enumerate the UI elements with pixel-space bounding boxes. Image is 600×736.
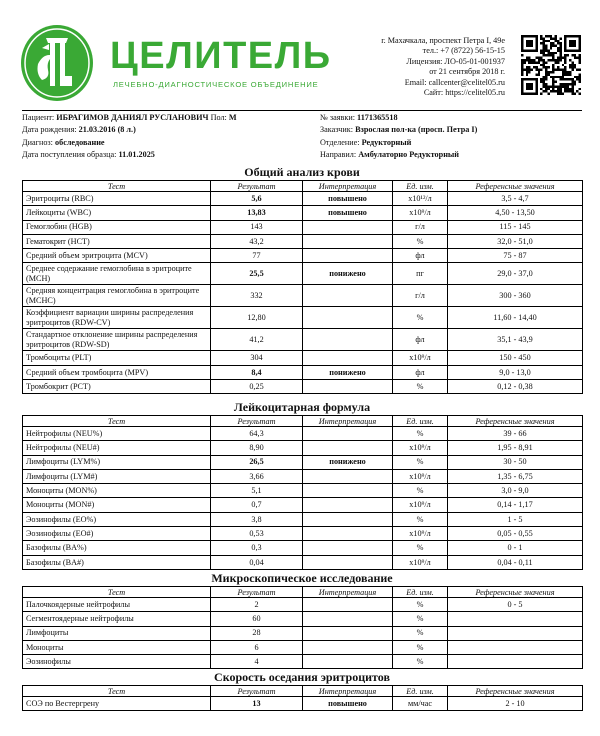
cell-unit: x10⁹/л: [393, 555, 448, 569]
cbc-table: [22, 180, 583, 394]
column-header: Референсные значения: [448, 416, 583, 427]
cell-interp: [303, 598, 393, 612]
cell-ref: 0 - 5: [448, 598, 583, 612]
cell-result: 0,04: [211, 555, 303, 569]
cell-interp: [303, 220, 393, 234]
clinic-email[interactable]: Email: callcenter@celitel05.ru: [404, 77, 505, 87]
clinic-license-date: от 21 сентября 2018 г.: [429, 67, 505, 77]
cell-interp: [303, 441, 393, 455]
cell-test: Гематокрит (HCT): [23, 234, 211, 248]
cell-interp: понижено: [303, 365, 393, 379]
column-header: Результат: [211, 587, 303, 598]
cell-result: 2: [211, 598, 303, 612]
cell-unit: %: [393, 380, 448, 394]
cell-ref: 30 - 50: [448, 455, 583, 469]
cell-unit: %: [393, 455, 448, 469]
celitel-logo-icon: [20, 24, 94, 102]
patient-diagnosis: обследование: [55, 138, 105, 147]
column-header: Результат: [211, 686, 303, 697]
cell-result: 8,4: [211, 365, 303, 379]
cell-result: 4: [211, 655, 303, 669]
section-title-leukocyte-formula: Лейкоцитарная формула: [233, 400, 371, 414]
table-row: [23, 527, 583, 541]
cell-interp: [303, 249, 393, 263]
table-row: [23, 498, 583, 512]
cell-ref: 0,14 - 1,17: [448, 498, 583, 512]
cell-interp: [303, 655, 393, 669]
cell-test: Базофилы (BA#): [23, 555, 211, 569]
cell-interp: [303, 234, 393, 248]
brand-subtitle: ЛЕЧЕБНО-ДИАГНОСТИЧЕСКОЕ ОБЪЕДИНЕНИЕ: [113, 80, 319, 89]
cell-interp: понижено: [303, 455, 393, 469]
cell-unit: фл: [393, 249, 448, 263]
cell-test: Лимфоциты: [23, 626, 211, 640]
cell-result: 13,83: [211, 206, 303, 220]
section-title-cbc: Общий анализ крови: [244, 165, 360, 179]
cell-test: Средний объем тромбоцита (MPV): [23, 365, 211, 379]
cell-test: Нейтрофилы (NEU#): [23, 441, 211, 455]
table-row: [23, 263, 583, 285]
column-header: Референсные значения: [448, 587, 583, 598]
cell-ref: 150 - 450: [448, 351, 583, 365]
cell-test: Тромбоциты (PLT): [23, 351, 211, 365]
table-row: [23, 469, 583, 483]
column-header: Интерпретация: [303, 686, 393, 697]
column-header: Референсные значения: [448, 181, 583, 192]
table-row: [23, 192, 583, 206]
cell-interp: [303, 498, 393, 512]
cell-ref: 35,1 - 43,9: [448, 329, 583, 351]
cell-result: 3,8: [211, 512, 303, 526]
department: Редукторный: [361, 138, 412, 147]
cell-unit: %: [393, 427, 448, 441]
cell-result: 5,1: [211, 484, 303, 498]
cell-test: Моноциты (MON#): [23, 498, 211, 512]
cell-unit: %: [393, 598, 448, 612]
cell-result: 64,3: [211, 427, 303, 441]
cell-result: 25,5: [211, 263, 303, 285]
cell-unit: x10⁹/л: [393, 351, 448, 365]
table-row: [23, 655, 583, 669]
cell-ref: 0,12 - 0,38: [448, 380, 583, 394]
cell-result: 0,3: [211, 541, 303, 555]
leukocyte-formula-table: [22, 415, 583, 570]
cell-test: Базофилы (BA%): [23, 541, 211, 555]
cell-unit: пг: [393, 263, 448, 285]
cell-ref: 1,35 - 6,75: [448, 469, 583, 483]
cell-ref: 1 - 5: [448, 512, 583, 526]
cell-ref: 75 - 87: [448, 249, 583, 263]
clinic-license: Лицензия: ЛО-05-01-001937: [406, 56, 505, 66]
brand-name: ЦЕЛИТЕЛЬ: [110, 35, 332, 77]
cell-result: 6: [211, 640, 303, 654]
cell-result: 332: [211, 285, 303, 307]
table-row: [23, 512, 583, 526]
cell-test: Средняя концентрация гемоглобина в эритроците (MCHC): [23, 285, 211, 307]
clinic-contacts: [381, 36, 505, 98]
cell-test: Лимфоциты (LYM%): [23, 455, 211, 469]
column-header: Результат: [211, 416, 303, 427]
sample-date-line: Дата поступления образца: 11.01.2025: [22, 150, 155, 159]
cell-ref: 3,5 - 4,7: [448, 192, 583, 206]
patient-dob: 21.03.2016 (8 л.): [78, 125, 136, 134]
patient-name-line: Пациент: ИБРАГИМОВ ДАНИЯЛ РУСЛАНОВИЧ Пол: М: [22, 113, 237, 122]
table-header-row: [23, 181, 583, 192]
cell-interp: [303, 427, 393, 441]
table-row: [23, 380, 583, 394]
cell-interp: [303, 612, 393, 626]
patient-sex: М: [228, 113, 237, 122]
table-row: [23, 640, 583, 654]
table-row: [23, 234, 583, 248]
cell-test: Эозинофилы (EO%): [23, 512, 211, 526]
cell-unit: %: [393, 640, 448, 654]
esr-table: [22, 685, 583, 711]
cell-test: Средний объем эритроцита (MCV): [23, 249, 211, 263]
table-header-row: [23, 587, 583, 598]
cell-unit: %: [393, 484, 448, 498]
section-title-microscopy: Микроскопическое исследование: [211, 571, 393, 585]
table-row: [23, 612, 583, 626]
cell-result: 13: [211, 697, 303, 711]
table-row: [23, 249, 583, 263]
table-row: [23, 598, 583, 612]
cell-result: 143: [211, 220, 303, 234]
table-header-row: [23, 416, 583, 427]
cell-ref: 300 - 360: [448, 285, 583, 307]
cell-unit: x10⁹/л: [393, 206, 448, 220]
cell-result: 43,2: [211, 234, 303, 248]
cell-result: 77: [211, 249, 303, 263]
cell-unit: %: [393, 234, 448, 248]
cell-unit: x10⁹/л: [393, 469, 448, 483]
cell-interp: повышено: [303, 206, 393, 220]
table-row: [23, 351, 583, 365]
cell-ref: 32,0 - 51,0: [448, 234, 583, 248]
cell-test: Эозинофилы (EO#): [23, 527, 211, 541]
cell-interp: [303, 512, 393, 526]
cell-interp: [303, 626, 393, 640]
column-header: Тест: [23, 181, 211, 192]
cell-unit: %: [393, 512, 448, 526]
cell-ref: 3,0 - 9,0: [448, 484, 583, 498]
cell-ref: 9,0 - 13,0: [448, 365, 583, 379]
table-row: [23, 427, 583, 441]
table-row: [23, 555, 583, 569]
cell-interp: [303, 484, 393, 498]
cell-result: 0,7: [211, 498, 303, 512]
cell-unit: x10⁹/л: [393, 527, 448, 541]
column-header: Интерпретация: [303, 181, 393, 192]
patient-dob-line: Дата рождения: 21.03.2016 (8 л.): [22, 125, 136, 134]
column-header: Результат: [211, 181, 303, 192]
column-header: Тест: [23, 686, 211, 697]
header-divider: [22, 110, 582, 111]
cell-interp: [303, 555, 393, 569]
table-row: [23, 285, 583, 307]
sample-date: 11.01.2025: [118, 150, 155, 159]
cell-ref: 29,0 - 37,0: [448, 263, 583, 285]
cell-interp: понижено: [303, 263, 393, 285]
microscopy-table: [22, 586, 583, 669]
cell-test: Лимфоциты (LYM#): [23, 469, 211, 483]
table-row: [23, 626, 583, 640]
cell-interp: [303, 527, 393, 541]
cell-test: Эритроциты (RBC): [23, 192, 211, 206]
referred-by: Амбулаторно Редукторный: [358, 150, 460, 159]
cell-interp: [303, 380, 393, 394]
column-header: Ед. изм.: [393, 181, 448, 192]
column-header: Интерпретация: [303, 416, 393, 427]
cell-ref: 0,05 - 0,55: [448, 527, 583, 541]
cell-unit: фл: [393, 329, 448, 351]
cell-test: Моноциты: [23, 640, 211, 654]
cell-result: 0,25: [211, 380, 303, 394]
section-title-esr: Скорость оседания эритроцитов: [214, 670, 390, 684]
column-header: Ед. изм.: [393, 686, 448, 697]
table-row: [23, 697, 583, 711]
table-row: [23, 484, 583, 498]
cell-unit: %: [393, 612, 448, 626]
table-row: [23, 365, 583, 379]
cell-ref: 1,95 - 8,91: [448, 441, 583, 455]
cell-ref: 39 - 66: [448, 427, 583, 441]
cell-interp: [303, 351, 393, 365]
cell-result: 41,2: [211, 329, 303, 351]
cell-unit: фл: [393, 365, 448, 379]
cell-unit: г/л: [393, 285, 448, 307]
customer: Взрослая пол-ка (просп. Петра I): [355, 125, 478, 134]
cell-interp: [303, 285, 393, 307]
order-number: 1171365518: [357, 113, 398, 122]
column-header: Ед. изм.: [393, 416, 448, 427]
cell-unit: x10⁹/л: [393, 498, 448, 512]
table-row: [23, 220, 583, 234]
cell-result: 5,6: [211, 192, 303, 206]
cell-unit: x10⁹/л: [393, 441, 448, 455]
cell-unit: %: [393, 307, 448, 329]
cell-unit: %: [393, 655, 448, 669]
cell-interp: [303, 307, 393, 329]
table-header-row: [23, 686, 583, 697]
patient-diagnosis-line: Диагноз: обследование: [22, 138, 105, 147]
cell-result: 8,90: [211, 441, 303, 455]
column-header: Интерпретация: [303, 587, 393, 598]
table-row: [23, 441, 583, 455]
cell-test: Сегментоядерные нейтрофилы: [23, 612, 211, 626]
cell-result: 26,5: [211, 455, 303, 469]
table-row: [23, 206, 583, 220]
cell-test: Нейтрофилы (NEU%): [23, 427, 211, 441]
column-header: Тест: [23, 587, 211, 598]
referred-line: Направил: Амбулаторно Редукторный: [320, 150, 460, 159]
table-row: [23, 541, 583, 555]
cell-result: 28: [211, 626, 303, 640]
table-row: [23, 455, 583, 469]
patient-name: ИБРАГИМОВ ДАНИЯЛ РУСЛАНОВИЧ: [56, 113, 209, 122]
cell-ref: 4,50 - 13,50: [448, 206, 583, 220]
cell-interp: [303, 541, 393, 555]
table-row: [23, 329, 583, 351]
order-line: № заявки: 1171365518: [320, 113, 398, 122]
qr-code-icon: [521, 35, 581, 95]
cell-test: Коэффициент вариации ширины распределения эритроцитов (RDW-CV): [23, 307, 211, 329]
cell-ref: [448, 626, 583, 640]
cell-test: Палочкоядерные нейтрофилы: [23, 598, 211, 612]
cell-unit: %: [393, 541, 448, 555]
cell-ref: [448, 640, 583, 654]
cell-ref: [448, 612, 583, 626]
cell-test: Стандартное отклонение ширины распределения эритроцитов (RDW-SD): [23, 329, 211, 351]
customer-line: Заказчик: Взрослая пол-ка (просп. Петра I): [320, 125, 478, 134]
cell-unit: мм/час: [393, 697, 448, 711]
cell-test: Тромбокрит (PCT): [23, 380, 211, 394]
cell-unit: %: [393, 626, 448, 640]
cell-result: 0,53: [211, 527, 303, 541]
cell-ref: 2 - 10: [448, 697, 583, 711]
column-header: Тест: [23, 416, 211, 427]
table-row: [23, 307, 583, 329]
cell-result: 3,66: [211, 469, 303, 483]
cell-test: Моноциты (MON%): [23, 484, 211, 498]
cell-ref: 0 - 1: [448, 541, 583, 555]
cell-ref: [448, 655, 583, 669]
cell-unit: x10¹²/л: [393, 192, 448, 206]
cell-test: Среднее содержание гемоглобина в эритроците (MCH): [23, 263, 211, 285]
cell-interp: повышено: [303, 697, 393, 711]
cell-result: 304: [211, 351, 303, 365]
cell-ref: 0,04 - 0,11: [448, 555, 583, 569]
cell-test: СОЭ по Вестергрену: [23, 697, 211, 711]
cell-ref: 11,60 - 14,40: [448, 307, 583, 329]
clinic-address: г. Махачкала, проспект Петра I, 49е: [381, 36, 505, 45]
cell-test: Эозинофилы: [23, 655, 211, 669]
cell-interp: [303, 640, 393, 654]
cell-test: Лейкоциты (WBC): [23, 206, 211, 220]
cell-interp: [303, 329, 393, 351]
cell-interp: [303, 469, 393, 483]
column-header: Референсные значения: [448, 686, 583, 697]
clinic-phone: тел.: +7 (8722) 56-15-15: [422, 46, 505, 56]
cell-result: 60: [211, 612, 303, 626]
cell-ref: 115 - 145: [448, 220, 583, 234]
cell-test: Гемоглобин (HGB): [23, 220, 211, 234]
cell-result: 12,80: [211, 307, 303, 329]
clinic-site[interactable]: Сайт: https://celitel05.ru: [423, 88, 505, 98]
cell-interp: повышено: [303, 192, 393, 206]
department-line: Отделение: Редукторный: [320, 138, 412, 147]
cell-unit: г/л: [393, 220, 448, 234]
column-header: Ед. изм.: [393, 587, 448, 598]
